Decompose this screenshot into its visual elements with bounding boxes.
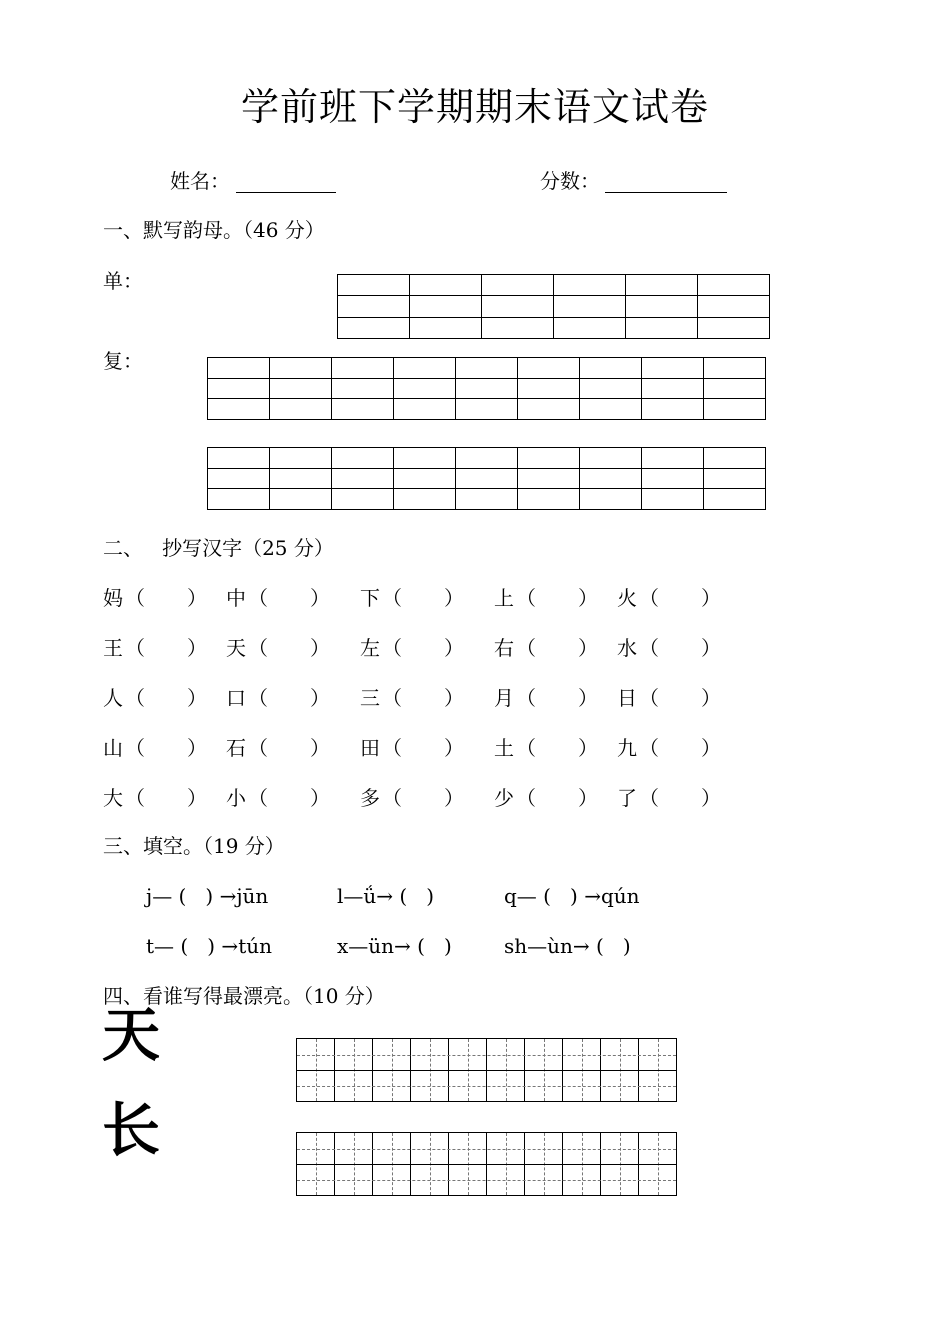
guide-line <box>297 1055 676 1056</box>
section3-heading: 三、填空。（19 分） <box>103 834 285 858</box>
copy-item[interactable] <box>494 735 598 761</box>
single-vowel-grid[interactable] <box>337 274 770 339</box>
copy-item[interactable] <box>494 785 598 811</box>
copy-character: 田 <box>360 736 380 760</box>
copy-character: 天 <box>226 636 246 660</box>
copy-character: 土 <box>494 736 514 760</box>
close-paren: ） <box>187 736 207 760</box>
open-paren: （ <box>382 786 402 810</box>
close-paren: ） <box>701 686 721 710</box>
copy-character: 口 <box>226 686 246 710</box>
close-paren: ） <box>578 686 598 710</box>
copy-character: 三 <box>360 686 380 710</box>
section4-heading: 四、看谁写得最漂亮。（10 分） <box>103 984 385 1008</box>
guide-line <box>297 1086 676 1087</box>
open-paren: （ <box>516 686 536 710</box>
score-label: 分数： <box>540 169 600 193</box>
copy-item[interactable] <box>103 635 207 661</box>
copy-character: 上 <box>494 586 514 610</box>
open-paren: （ <box>639 736 659 760</box>
open-paren: （ <box>248 686 268 710</box>
copy-character: 小 <box>226 786 246 810</box>
copy-character: 火 <box>617 586 637 610</box>
close-paren: ） <box>578 736 598 760</box>
close-paren: ） <box>444 636 464 660</box>
fill-item[interactable]: q— ( ) →qún <box>504 884 640 908</box>
copy-character: 左 <box>360 636 380 660</box>
grid-midline <box>297 1164 676 1165</box>
guide-line <box>297 1149 676 1150</box>
close-paren: ） <box>444 736 464 760</box>
close-paren: ） <box>701 586 721 610</box>
fill-item[interactable]: sh—ùn→ ( ) <box>504 934 631 958</box>
open-paren: （ <box>516 786 536 810</box>
close-paren: ） <box>310 586 330 610</box>
copy-item[interactable] <box>617 735 721 761</box>
copy-item[interactable] <box>226 785 330 811</box>
copy-item[interactable] <box>103 735 207 761</box>
close-paren: ） <box>310 736 330 760</box>
copy-character: 少 <box>494 786 514 810</box>
open-paren: （ <box>125 636 145 660</box>
copy-item[interactable] <box>226 735 330 761</box>
open-paren: （ <box>639 686 659 710</box>
open-paren: （ <box>639 636 659 660</box>
copy-character: 月 <box>494 686 514 710</box>
copy-item[interactable] <box>617 685 721 711</box>
copy-character: 大 <box>103 786 123 810</box>
model-character: 天 <box>102 1001 161 1069</box>
name-blank[interactable] <box>236 192 336 193</box>
open-paren: （ <box>125 786 145 810</box>
open-paren: （ <box>248 786 268 810</box>
fill-item[interactable]: l—ǘ→ ( ) <box>337 884 435 908</box>
page-title: 学前班下学期期末语文试卷 <box>240 85 709 129</box>
copy-item[interactable] <box>494 685 598 711</box>
close-paren: ） <box>701 736 721 760</box>
open-paren: （ <box>382 586 402 610</box>
close-paren: ） <box>187 686 207 710</box>
fill-item[interactable]: t— ( ) →tún <box>146 934 272 958</box>
copy-character: 妈 <box>103 586 123 610</box>
model-character: 长 <box>102 1096 161 1164</box>
open-paren: （ <box>516 736 536 760</box>
close-paren: ） <box>187 786 207 810</box>
close-paren: ） <box>701 786 721 810</box>
close-paren: ） <box>187 636 207 660</box>
open-paren: （ <box>248 636 268 660</box>
copy-item[interactable] <box>226 585 330 611</box>
copy-character: 人 <box>103 686 123 710</box>
copy-item[interactable] <box>360 735 464 761</box>
close-paren: ） <box>578 786 598 810</box>
close-paren: ） <box>444 686 464 710</box>
copy-item[interactable] <box>360 585 464 611</box>
copy-item[interactable] <box>494 585 598 611</box>
open-paren: （ <box>382 736 402 760</box>
compound-vowel-grid-2[interactable] <box>207 447 766 510</box>
grid-midline <box>297 1070 676 1071</box>
copy-item[interactable] <box>494 635 598 661</box>
close-paren: ） <box>578 636 598 660</box>
copy-character: 多 <box>360 786 380 810</box>
close-paren: ） <box>701 636 721 660</box>
open-paren: （ <box>639 786 659 810</box>
close-paren: ） <box>444 586 464 610</box>
copy-character: 右 <box>494 636 514 660</box>
close-paren: ） <box>310 636 330 660</box>
fill-item[interactable]: x—ün→ ( ) <box>337 934 452 958</box>
open-paren: （ <box>639 586 659 610</box>
fill-item[interactable]: j— ( ) →jūn <box>146 884 269 908</box>
name-label: 姓名： <box>170 169 230 193</box>
single-vowel-label: 单： <box>103 269 143 293</box>
copy-item[interactable] <box>617 635 721 661</box>
open-paren: （ <box>248 586 268 610</box>
copy-character: 石 <box>226 736 246 760</box>
copy-character: 九 <box>617 736 637 760</box>
copy-character: 中 <box>226 586 246 610</box>
open-paren: （ <box>516 586 536 610</box>
open-paren: （ <box>125 686 145 710</box>
copy-character: 水 <box>617 636 637 660</box>
close-paren: ） <box>310 786 330 810</box>
close-paren: ） <box>187 586 207 610</box>
open-paren: （ <box>248 736 268 760</box>
copy-item[interactable] <box>226 635 330 661</box>
section1-heading: 一、默写韵母。（46 分） <box>103 218 325 242</box>
tianzige-grid-2[interactable] <box>296 1132 677 1196</box>
copy-item[interactable] <box>103 585 207 611</box>
close-paren: ） <box>310 686 330 710</box>
close-paren: ） <box>578 586 598 610</box>
section2-heading: 二、 抄写汉字（25 分） <box>103 536 334 560</box>
copy-character: 下 <box>360 586 380 610</box>
copy-item[interactable] <box>226 685 330 711</box>
open-paren: （ <box>382 636 402 660</box>
copy-item[interactable] <box>360 685 464 711</box>
copy-item[interactable] <box>360 635 464 661</box>
copy-item[interactable] <box>617 585 721 611</box>
score-blank[interactable] <box>605 192 727 193</box>
tianzige-grid-1[interactable] <box>296 1038 677 1102</box>
open-paren: （ <box>516 636 536 660</box>
copy-character: 了 <box>617 786 637 810</box>
copy-character: 日 <box>617 686 637 710</box>
open-paren: （ <box>125 736 145 760</box>
guide-line <box>297 1180 676 1181</box>
open-paren: （ <box>125 586 145 610</box>
copy-item[interactable] <box>617 785 721 811</box>
copy-character: 王 <box>103 636 123 660</box>
compound-vowel-label: 复： <box>103 349 143 373</box>
copy-item[interactable] <box>103 785 207 811</box>
copy-item[interactable] <box>360 785 464 811</box>
close-paren: ） <box>444 786 464 810</box>
compound-vowel-grid-1[interactable] <box>207 357 766 420</box>
copy-character: 山 <box>103 736 123 760</box>
copy-item[interactable] <box>103 685 207 711</box>
open-paren: （ <box>382 686 402 710</box>
